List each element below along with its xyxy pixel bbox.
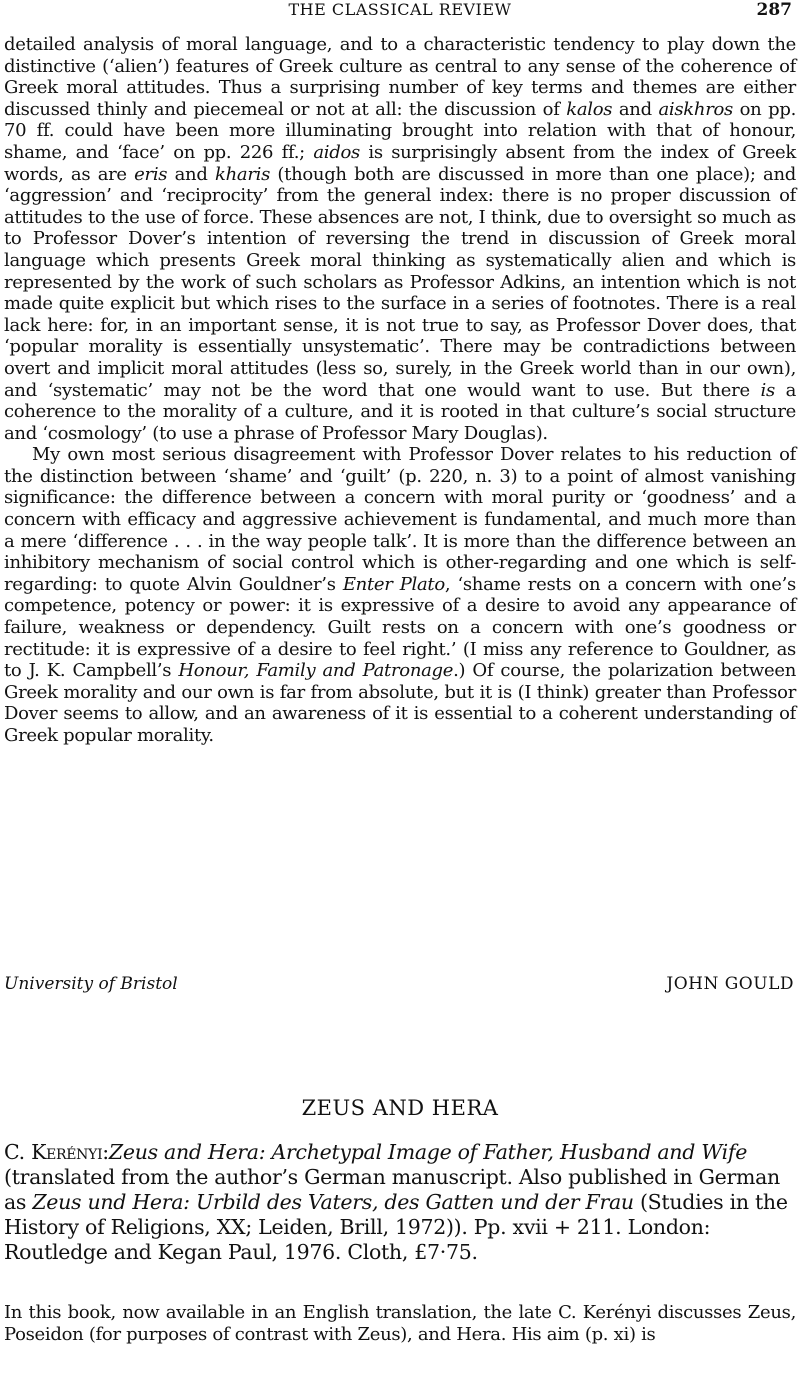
text-run: (translated from the author’s German manuscript. Also published in German as [4, 1165, 780, 1214]
page-number: 287 [756, 0, 792, 20]
text-run: is surprisingly absent from the index of Greek words, as are [4, 141, 796, 185]
text-run: (though both are discussed in more than one place); and ‘aggression’ and ‘reciprocity’ from the general index: there is no proper discussion of attitudes to the use of force. These absences are not, I think, due to oversight so much as to Professor Dover’s intention of reversing the trend in discussion of Greek moral language which presents Greek moral thinking as systematically alien and which is represented by the work of such scholars as Professor Adkins, an intention which is not made quite explicit but which rises to the surface in a series of footnotes. There is a real lack here: for, in an important sense, it is not true to say, as Professor Dover does, that ‘popular morality is essentially unsystematic’. There may be contradictions between overt and implicit moral attitudes (less so, surely, in the Greek world than in our own), and ‘systematic’ may not be the word that one would want to use. But there [4, 163, 796, 401]
italic-term: aiskhros [658, 98, 733, 120]
text-run: .) Of course, the polarization between Greek morality and our own is far from absolute, but it is (I think) greater than Professor Dover seems to allow, and an awareness of it is essential to a coherent understanding of Greek popular morality. [4, 660, 796, 746]
paragraph [4, 34, 796, 444]
author-institution: University of Bristol [4, 974, 178, 994]
italic-term: kalos [566, 98, 613, 120]
section-title: ZEUS AND HERA [301, 1096, 499, 1120]
italic-term: Zeus and Hera: Archetypal Image of Father, Husband and Wife [108, 1140, 748, 1164]
citation-author: C. Kerényi: [4, 1140, 109, 1164]
text-run: , ‘shame rests on a concern with one’s competence, potency or power: it is expressive of a desire to avoid any appearance of failure, weakness or dependency. Guilt rests on a concern with one’s goodness or rectitude: it is expressive of a desire to feel right.’ (I miss any reference to Gouldner, as to J. K. Campbell’s [4, 573, 796, 682]
text-run: a coherence to the morality of a culture, and it is rooted in that culture’s social structure and ‘cosmology’ (to use a phrase of Professor Mary Douglas). [4, 379, 796, 444]
italic-term: Honour, Family and Patronage [178, 660, 454, 682]
italic-term: kharis [214, 163, 271, 185]
book-citation [4, 1140, 796, 1265]
italic-term: is [760, 379, 775, 401]
italic-term: Zeus und Hera: Urbild des Vaters, des Gatten und der Frau [32, 1190, 634, 1214]
text-run: and [612, 98, 659, 120]
review-signature [4, 974, 796, 998]
text-run: on pp. 70 ff. could have been more illuminating brought into relation with that of honour, shame, and ‘face’ on pp. 226 ff.; [4, 98, 796, 163]
paragraph [4, 444, 796, 746]
italic-term: aidos [313, 141, 360, 163]
running-head [0, 0, 800, 22]
review-body [4, 34, 796, 747]
citation-details [4, 1140, 788, 1264]
text-run: and [167, 163, 215, 185]
italic-term: Enter Plato [342, 573, 445, 595]
text-run: (Studies in the History of Religions, XX; Leiden, Brill, 1972)). Pp. xvii + 211. London: Routledge and Kegan Paul, 1976. Cloth, £7·75. [4, 1190, 788, 1264]
review-opening-text: In this book, now available in an English translation, the late C. Kerényi discusses Zeus, Poseidon (for purposes of contrast with Zeus), and Hera. His aim (p. xi) is [4, 1302, 796, 1345]
text-run: My own most serious disagreement with Professor Dover relates to his reduction of the distinction between ‘shame’ and ‘guilt’ (p. 220, n. 3) to a point of almost vanishing significance: the difference between a concern with moral purity or ‘goodness’ and a concern with efficacy and aggressive achievement is fundamental, and much more than a mere ‘difference . . . in the way people talk’. It is more than the difference between an inhibitory mechanism of social control which is other-regarding and one which is self-regarding: to quote Alvin Gouldner’s [4, 444, 796, 595]
journal-title: THE CLASSICAL REVIEW [288, 0, 512, 19]
text-run: detailed analysis of moral language, and to a characteristic tendency to play down the distinctive (‘alien’) features of Greek culture as central to any sense of the coherence of Greek moral attitudes. Thus a surprising number of key terms and themes are either discussed thinly and piecemeal or not at all: the discussion of [4, 34, 796, 120]
author-name: JOHN GOULD [666, 974, 794, 994]
italic-term: eris [134, 163, 168, 185]
